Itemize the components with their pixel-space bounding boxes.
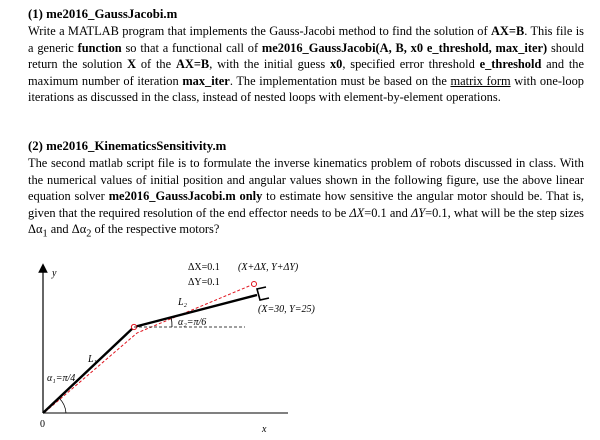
end-effector-new-point (252, 282, 257, 287)
s1-bold-1: AX=B (490, 24, 525, 39)
s2-text-6: =0.1, what will be the step sizes Δα (28, 205, 584, 237)
alpha1-arc (59, 398, 66, 413)
s2-sub-2: 2 (86, 228, 92, 240)
s1-underline-1: matrix form (450, 73, 511, 88)
s1-bold-2: function (77, 40, 122, 55)
y-axis-label: y (52, 268, 57, 279)
s2-text-4: =0.1 and (364, 205, 411, 220)
s1-text-3: so that a functional call of (121, 40, 262, 55)
s1-bold-6: x0 (329, 57, 343, 72)
gripper-icon (257, 287, 269, 300)
s1-text-8: and the maximum number of iteration (28, 57, 584, 88)
s1-bold-7: e_threshold (479, 57, 542, 72)
section-1-heading: (1) me2016_GaussJacobi.m (28, 7, 178, 21)
s1-text-10: with one-loop iterations as discussed in the class, instead of nested loops with element-by-element operations. (28, 73, 584, 105)
alpha2-label: α₂=π/6 (178, 317, 207, 328)
link-l1 (43, 327, 134, 413)
s1-bold-8: max_iter (182, 73, 230, 88)
end-point-label: (X=30, Y=25) (258, 304, 315, 315)
l1-label: L₁ (88, 354, 98, 365)
s1-text-2: . This file is a generic (28, 24, 584, 55)
alpha1-label: α₁=π/4 (47, 373, 76, 384)
s1-bold-3: me2016_GaussJacobi(A, B, x0 e_threshold, max_iter) (261, 40, 548, 55)
s1-bold-5: AX=B (175, 57, 210, 72)
s2-text-2: to estimate how sensitive the angular motor should be. That is, given that the required resolution of the end effector needs to be (28, 189, 584, 220)
alpha2-arc (171, 317, 172, 327)
s2-sub-1: 1 (42, 228, 48, 240)
s1-text-4: should return the solution (28, 40, 584, 72)
l2-label: L₂ (178, 297, 188, 308)
x-axis-label: x (262, 424, 267, 435)
s2-text-8: of the respective motors? (91, 222, 220, 237)
s1-text-6: , with the initial guess (209, 57, 330, 72)
s2-text-1: The second matlab script file is to formulate the inverse kinematics problem of robots discussed in class. With the numerical values of initial position and angular values shown in the following figure, use the above linear equation solver (28, 156, 584, 204)
delta-y-label: ΔY=0.1 (188, 277, 220, 288)
new-point-label: (X+ΔX, Y+ΔY) (238, 262, 299, 273)
delta-x-label: ΔX=0.1 (188, 262, 220, 273)
origin-label: 0 (40, 419, 45, 430)
s1-text-5: of the (136, 57, 176, 72)
section-2-heading: (2) me2016_KinematicsSensitivity.m (28, 139, 227, 153)
s1-bold-4: X (127, 57, 137, 72)
s2-text-7: and Δα (47, 222, 87, 237)
s2-italic-dy: ΔY (410, 205, 426, 220)
s2-bold-1: me2016_GaussJacobi.m only (108, 189, 263, 204)
s1-text-9: . The implementation must be based on the (229, 73, 451, 88)
s1-text-7: , specified error threshold (342, 57, 480, 72)
s2-italic-dx: ΔX (349, 205, 365, 220)
s1-text-1: Write a MATLAB program that implements the Gauss-Jacobi method to find the solution of (28, 24, 491, 39)
